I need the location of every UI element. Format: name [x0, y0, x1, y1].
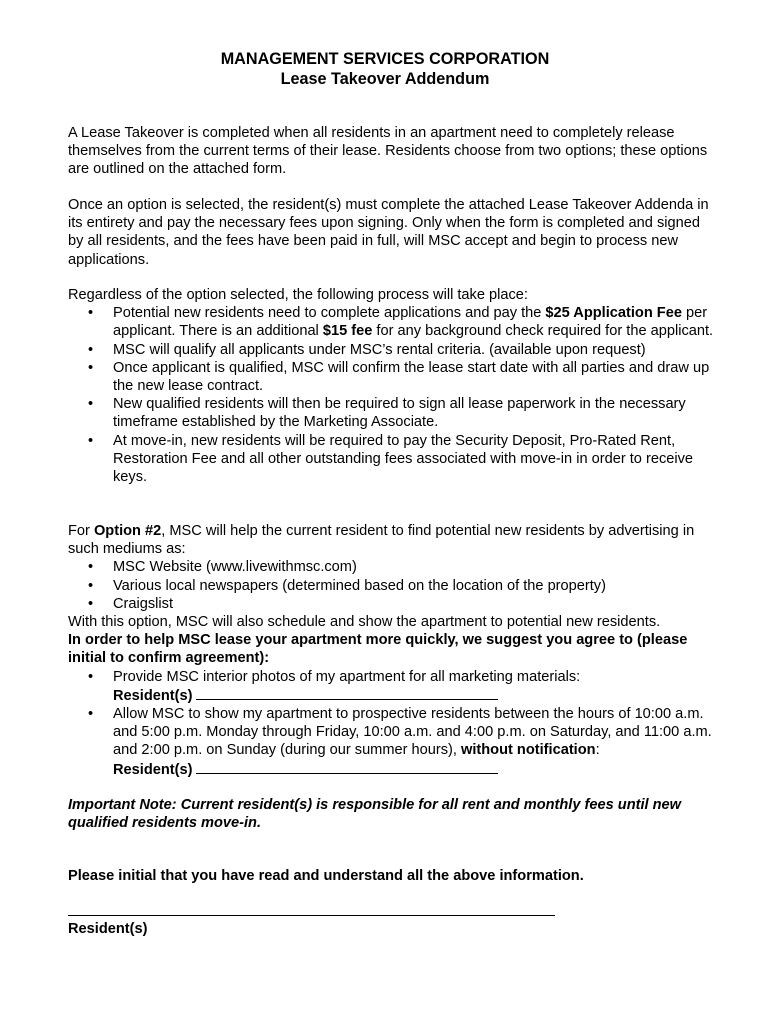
resident-initial-field-2[interactable]	[196, 760, 498, 774]
schedule-text: With this option, MSC will also schedule and show the apartment to potential new residents.	[68, 614, 661, 631]
resident-initial-label: Resident(s)	[113, 687, 193, 704]
background-fee: $15 fee	[322, 323, 373, 340]
process-lead: Regardless of the option selected, the following process will take place:	[68, 287, 528, 303]
resident-signature-label: Resident(s)	[68, 921, 148, 937]
important-note: Important Note: Current resident(s) is responsible for all rent and monthly fees until new qualified residents move-in.	[68, 797, 682, 832]
list-item: • New qualified residents will then be required to sign all lease paperwork in the necessary timeframe established by the Marketing Associate.	[88, 396, 686, 431]
bullet-icon: •	[88, 559, 94, 576]
bullet-icon: •	[88, 577, 94, 594]
company-name: MANAGEMENT SERVICES CORPORATION	[220, 50, 550, 68]
process-section	[68, 286, 718, 486]
bullet-icon: •	[88, 359, 94, 376]
list-item: • MSC Website (www.livewithmsc.com)	[88, 559, 357, 576]
list-item: • Various local newspapers (determined based on the location of the property)	[88, 577, 606, 594]
list-item: • Once applicant is qualified, MSC will confirm the lease start date with all parties and draw up the new lease contract.	[88, 359, 710, 395]
process-list	[68, 304, 718, 486]
resident-signature-line[interactable]	[68, 915, 555, 916]
list-item: • Provide MSC interior photos of my apartment for all marketing materials: Resident(s)	[88, 668, 581, 704]
suggestion-text: In order to help MSC lease your apartment more quickly, we suggest you agree to (please initial to confirm agreement):	[68, 632, 688, 667]
agreement-list	[68, 668, 718, 779]
bullet-icon: •	[88, 305, 94, 322]
list-item: • MSC will qualify all applicants under MSC’s rental criteria. (available upon request)	[88, 341, 646, 358]
list-item: • At move-in, new residents will be required to pay the Security Deposit, Pro-Rated Rent, Restoration Fee and all other outstanding fees associated with move-in in order to receive keys.	[88, 432, 694, 486]
intro-paragraph-1: A Lease Takeover is completed when all residents in an apartment need to completely release themselves from the current terms of their lease. Residents choose from two options; these options are outlined on the attached form.	[68, 125, 708, 178]
media-list	[68, 558, 718, 613]
option2-lead: For Option #2, MSC will help the current resident to find potential new residents by advertising in such mediums as:	[68, 523, 695, 558]
intro-paragraph-2: Once an option is selected, the resident(s) must complete the attached Lease Takeover Addenda in its entirety and pay the necessary fees upon signing. Only when the form is completed and signed by all residents, and the fees have been paid in full, will MSC accept and begin to process new applications.	[68, 197, 709, 268]
initial-instruction: Please initial that you have read and understand all the above information.	[68, 868, 584, 884]
resident-initial-field-1[interactable]	[196, 686, 498, 700]
list-item: • Potential new residents need to complete applications and pay the $25 Application Fee per applicant. There is an additional $15 fee for any background check required for the applicant.	[88, 305, 714, 340]
resident-initial-label: Resident(s)	[113, 761, 193, 778]
option2-section	[68, 522, 718, 779]
bullet-icon: •	[88, 341, 94, 358]
bullet-icon: •	[88, 595, 94, 612]
application-fee: $25 Application Fee	[545, 305, 682, 322]
list-item: • Allow MSC to show my apartment to prospective residents between the hours of 10:00 a.m. and 5:00 p.m. Monday through Friday, 10:00 a.m. and 4:00 p.m. on Saturday, and 11:00 a.m. and 2:00 p.m. on Sunday (during our summer hours), without notification: Resident(s)	[88, 706, 712, 778]
bullet-icon: •	[88, 706, 94, 723]
bullet-icon: •	[88, 432, 94, 449]
list-item: • Craigslist	[88, 595, 174, 612]
bullet-icon: •	[88, 668, 94, 685]
bullet-icon: •	[88, 396, 94, 413]
document-title: Lease Takeover Addendum	[280, 70, 490, 88]
